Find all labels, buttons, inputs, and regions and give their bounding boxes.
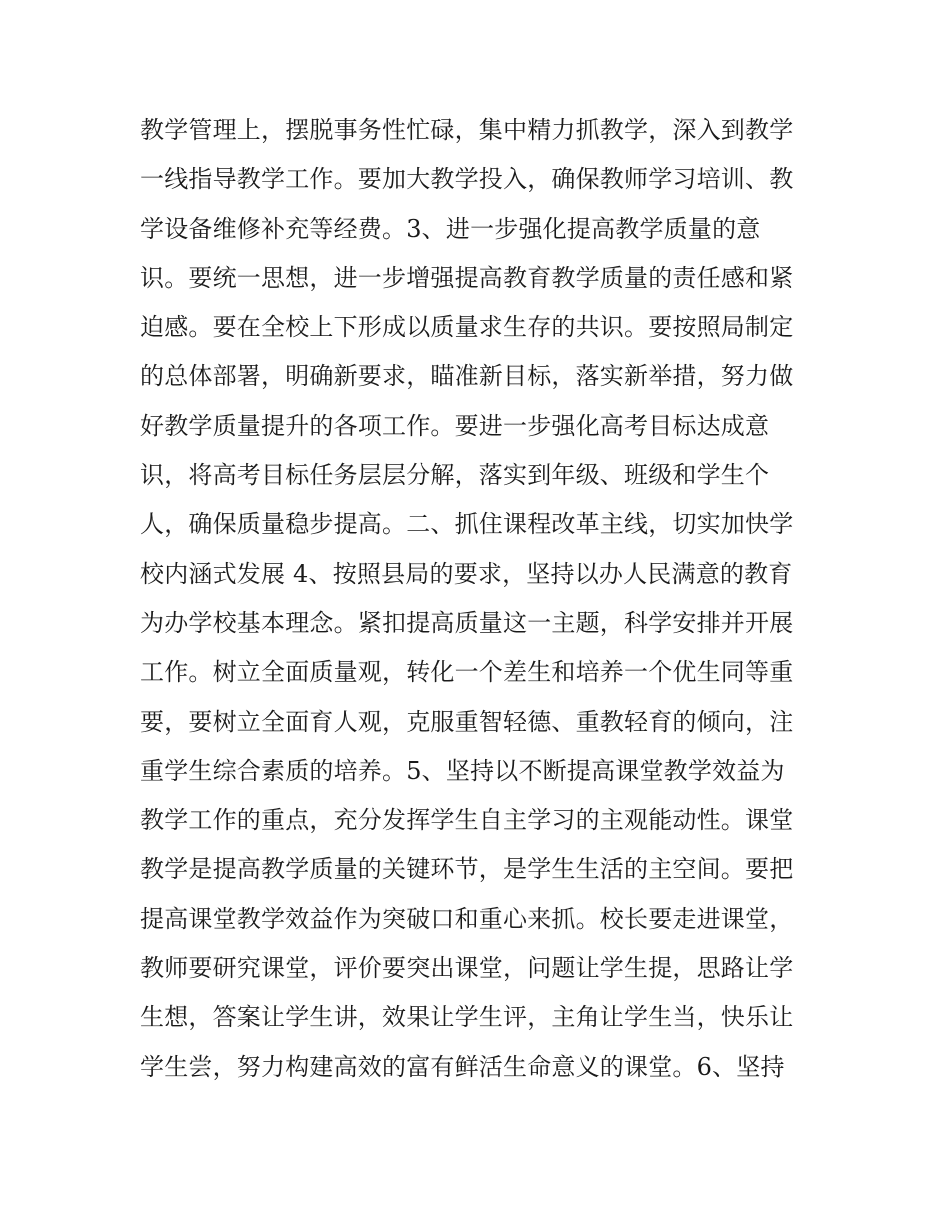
- text-line: 提高课堂教学效益作为突破口和重心来抓。校长要走进课堂，: [140, 904, 794, 933]
- text-line: 人，确保质量稳步提高。二、抓住课程改革主线，切实加快学: [140, 510, 794, 539]
- text-line: 教学管理上，摆脱事务性忙碌，集中精力抓教学，深入到教学: [140, 116, 794, 144]
- text-line: 校内涵式发展 4、按照县局的要求，坚持以办人民满意的教育: [140, 559, 793, 588]
- text-line: 教学工作的重点，充分发挥学生自主学习的主观能动性。课堂: [140, 806, 794, 835]
- text-line: 生想，答案让学生讲，效果让学生评，主角让学生当，快乐让: [140, 1003, 794, 1032]
- body-text: [140, 106, 830, 1092]
- text-line: 识。要统一思想，进一步增强提高教育教学质量的责任感和紧: [140, 263, 794, 292]
- text-line: 学生尝，努力构建高效的富有鲜活生命意义的课堂。6、坚持: [140, 1052, 785, 1081]
- text-line: 为办学校基本理念。紧扣提高质量这一主题，科学安排并开展: [140, 608, 794, 637]
- text-line: 教师要研究课堂，评价要突出课堂，问题让学生提，思路让学: [140, 954, 794, 983]
- text-line: 重学生综合素质的培养。5、坚持以不断提高课堂教学效益为: [140, 756, 785, 785]
- text-line: 识，将高考目标任务层层分解，落实到年级、班级和学生个: [140, 461, 770, 490]
- text-line: 要，要树立全面育人观，克服重智轻德、重教轻育的倾向，注: [140, 707, 794, 736]
- text-line: 学设备维修补充等经费。3、进一步强化提高教学质量的意: [140, 214, 761, 243]
- text-line: 教学是提高教学质量的关键环节，是学生生活的主空间。要把: [140, 855, 794, 884]
- text-line: 好教学质量提升的各项工作。要进一步强化高考目标达成意: [140, 411, 770, 440]
- text-line: 工作。树立全面质量观，转化一个差生和培养一个优生同等重: [140, 658, 794, 687]
- text-line: 迫感。要在全校上下形成以质量求生存的共识。要按照局制定: [140, 313, 794, 342]
- text-line: 一线指导教学工作。要加大教学投入，确保教师学习培训、教: [140, 165, 794, 194]
- text-line: 的总体部署，明确新要求，瞄准新目标，落实新举措，努力做: [140, 362, 794, 391]
